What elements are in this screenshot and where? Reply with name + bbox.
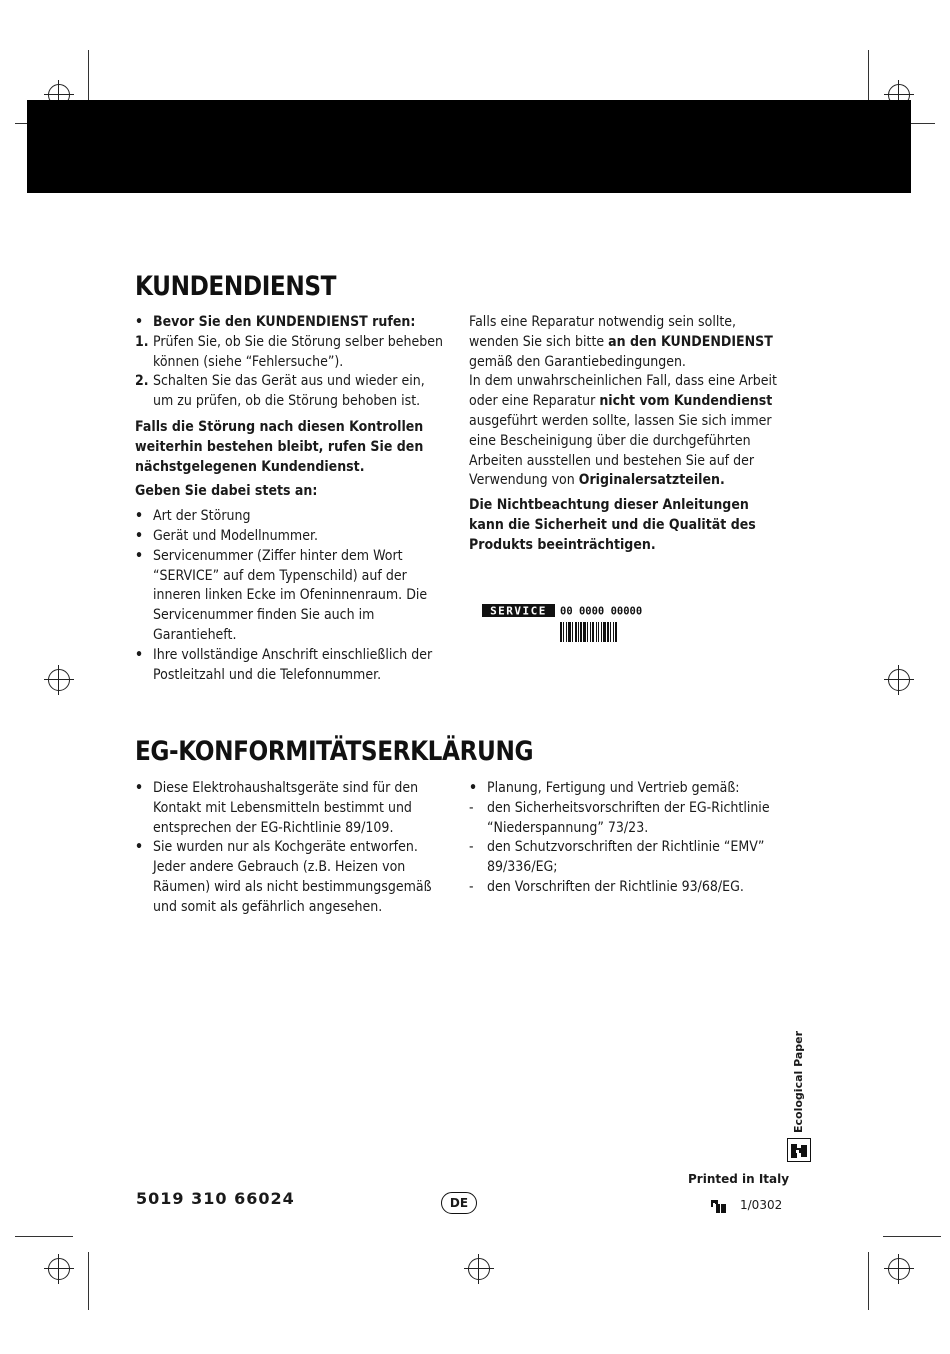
list-item bbox=[135, 507, 447, 527]
bullet-icon: • bbox=[469, 780, 478, 796]
bullet-icon: • bbox=[135, 547, 144, 564]
step-number: 1. bbox=[135, 333, 149, 350]
crop-line bbox=[868, 50, 869, 100]
text-run: In dem unwahrscheinlichen Fall, dass eine Arbeit oder eine Reparatur bbox=[469, 373, 777, 410]
header-bar bbox=[27, 100, 911, 193]
info-list bbox=[135, 507, 447, 685]
crop-line bbox=[88, 1252, 89, 1310]
list-item-text: Diese Elektrohaushaltsgeräte sind für den Kontakt mit Lebensmitteln bestimmt und entsprechen der EG-Richtlinie 89/109. bbox=[153, 780, 419, 836]
section-title-eg: EG-KONFORMITÄTSERKLÄRUNG bbox=[135, 736, 534, 767]
list-item-text: den Sicherheitsvorschriften der EG-Richtlinie “Niederspannung” 73/23. bbox=[487, 799, 770, 836]
list-item bbox=[135, 527, 447, 547]
crop-line bbox=[868, 1252, 869, 1310]
crop-line bbox=[883, 1236, 941, 1237]
eg-left-column bbox=[135, 779, 447, 918]
bullet-icon: • bbox=[135, 314, 144, 330]
recycle-icon bbox=[710, 1198, 728, 1214]
bullet-icon: • bbox=[135, 646, 144, 663]
bold-paragraph: Falls die Störung nach diesen Kontrollen weiterhin bestehen bleibt, rufen Sie den nächstgelegenen Kundendienst. bbox=[135, 418, 424, 475]
service-number: 00 0000 00000 bbox=[560, 605, 643, 618]
dash-icon: - bbox=[469, 839, 474, 856]
bullet-icon: • bbox=[135, 780, 144, 796]
text-run-bold: Originalersatzteilen. bbox=[578, 472, 725, 489]
bullet-icon: • bbox=[135, 527, 144, 544]
warning-paragraph: Die Nichtbeachtung dieser Anleitungen kann die Sicherheit und die Qualität des Produkts beeinträchtigen. bbox=[469, 497, 756, 553]
list-item-text: Sie wurden nur als Kochgeräte entworfen. Jeder andere Gebrauch (z.B. Heizen von Räumen) wird als nicht bestimmungsgemäß und somit als gefährlich angesehen. bbox=[153, 839, 432, 915]
list-item-text: Bevor Sie den KUNDENDIENST rufen: bbox=[153, 314, 416, 330]
bullet-list bbox=[135, 313, 447, 333]
service-word: SERVICE bbox=[490, 604, 547, 618]
repair-paragraph bbox=[469, 313, 784, 372]
service-label-image bbox=[482, 601, 650, 645]
bullet-icon: • bbox=[135, 839, 144, 856]
dash-icon: - bbox=[469, 799, 474, 816]
registration-mark-icon bbox=[884, 1254, 914, 1284]
ecological-paper-icon bbox=[787, 1138, 811, 1162]
list-item-text: Ihre vollständige Anschrift einschließlich der Postleitzahl und die Telefonnummer. bbox=[153, 646, 433, 683]
eg-right-column bbox=[469, 779, 784, 898]
list-item bbox=[135, 779, 447, 838]
list-item-text: Planung, Fertigung und Vertrieb gemäß: bbox=[487, 780, 740, 796]
list-item bbox=[135, 372, 447, 412]
printed-in-label: Printed in Italy bbox=[688, 1172, 790, 1186]
registration-mark-icon bbox=[884, 665, 914, 695]
list-item-text: Art der Störung bbox=[153, 508, 251, 525]
list-item bbox=[135, 838, 447, 917]
step-text: Schalten Sie das Gerät aus und wieder ein, um zu prüfen, ob die Störung behoben ist. bbox=[153, 373, 425, 410]
text-run: Falls eine Reparatur notwendig sein sollte, wenden Sie sich bitte bbox=[469, 314, 737, 350]
document-code: 5019 310 66024 bbox=[136, 1189, 295, 1208]
eg-right-dash-list bbox=[469, 799, 784, 898]
text-run-bold: an den KUNDENDIENST bbox=[608, 333, 773, 350]
crop-line bbox=[88, 50, 89, 100]
eg-left-list bbox=[135, 779, 447, 918]
steps-list bbox=[135, 333, 447, 412]
list-item-text: den Vorschriften der Richtlinie 93/68/EG. bbox=[487, 878, 744, 895]
third-party-paragraph bbox=[469, 372, 784, 491]
bullet-icon: • bbox=[135, 508, 144, 525]
list-item bbox=[469, 878, 784, 898]
version-label: 1/0302 bbox=[740, 1198, 783, 1212]
crop-line bbox=[15, 1236, 73, 1237]
registration-mark-icon bbox=[44, 665, 74, 695]
info-heading: Geben Sie dabei stets an: bbox=[135, 483, 318, 500]
list-item bbox=[469, 838, 784, 878]
list-item-text: Servicenummer (Ziffer hinter dem Wort “SERVICE” auf dem Typenschild) auf der inneren linken Ecke im Ofeninnenraum. Die Servicenummer finden Sie auch im Garantieheft. bbox=[153, 547, 428, 643]
list-item bbox=[135, 646, 447, 686]
kundendienst-right-column bbox=[469, 313, 784, 556]
list-item bbox=[135, 333, 447, 373]
registration-mark-icon bbox=[44, 1254, 74, 1284]
crop-line bbox=[911, 123, 935, 124]
step-text: Prüfen Sie, ob Sie die Störung selber beheben können (siehe “Fehlersuche”). bbox=[153, 333, 443, 370]
list-item-text: den Schutzvorschriften der Richtlinie “EMV” 89/336/EG; bbox=[487, 839, 765, 876]
list-item bbox=[469, 779, 784, 799]
kundendienst-left-column bbox=[135, 313, 447, 685]
eg-right-heading-list bbox=[469, 779, 784, 799]
list-item bbox=[135, 313, 447, 333]
text-run: ausgeführt werden sollte, lassen Sie sich immer eine Bescheinigung über die durchgeführten Arbeiten ausstellen und bestehen Sie auf der Verwendung von bbox=[469, 412, 772, 489]
crop-line bbox=[15, 123, 27, 124]
ecological-paper-label: Ecological Paper bbox=[792, 1030, 805, 1133]
list-item-text: Gerät und Modellnummer. bbox=[153, 527, 318, 544]
text-run-bold: nicht vom Kundendienst bbox=[599, 393, 773, 410]
step-number: 2. bbox=[135, 373, 149, 390]
section-title-kundendienst: KUNDENDIENST bbox=[135, 271, 337, 302]
list-item bbox=[469, 799, 784, 839]
registration-mark-icon bbox=[464, 1254, 494, 1284]
dash-icon: - bbox=[469, 878, 474, 895]
list-item bbox=[135, 547, 447, 646]
barcode-icon bbox=[560, 622, 617, 642]
text-run: gemäß den Garantiebedingungen. bbox=[469, 353, 686, 370]
language-badge: DE bbox=[441, 1192, 477, 1214]
